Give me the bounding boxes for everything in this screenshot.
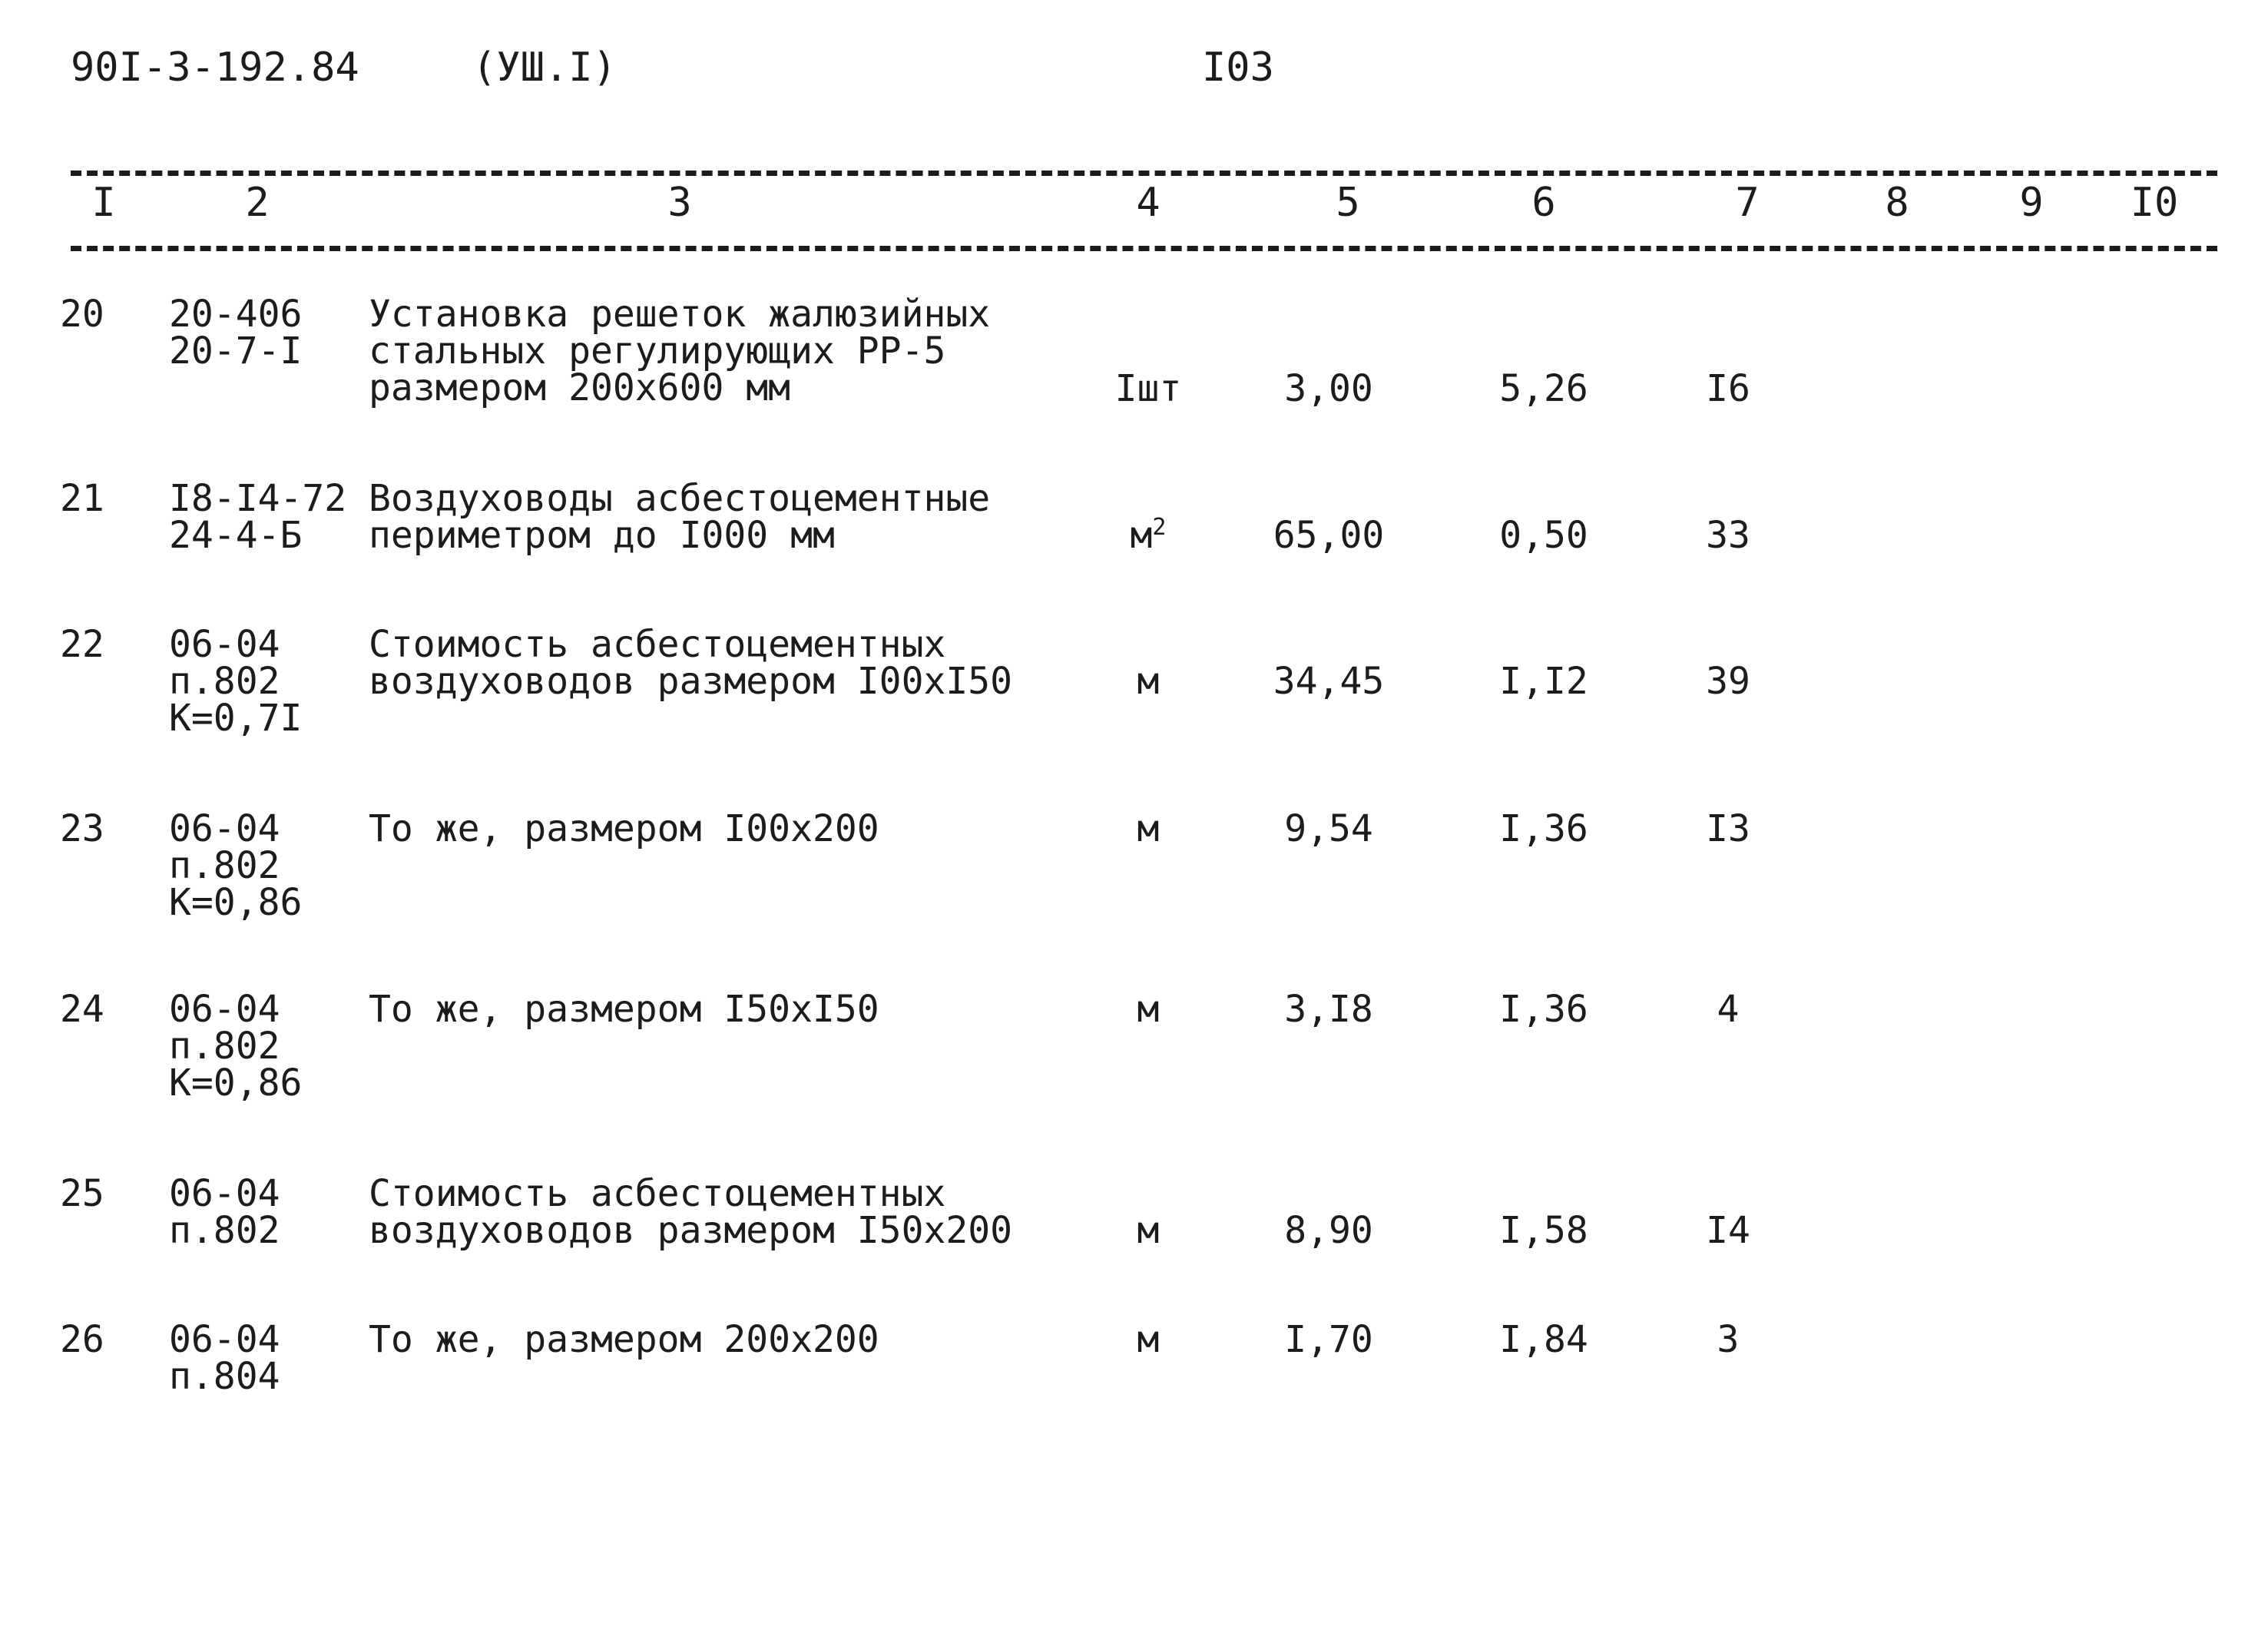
row-description: То же, размером I50хI50 <box>369 988 879 1031</box>
row-number: 24 <box>60 988 104 1031</box>
table-top-rule <box>71 171 2217 176</box>
row-code: 20-406 20-7-I <box>169 293 303 373</box>
row-description: То же, размером 200х200 <box>369 1318 879 1361</box>
row-col6: I,84 <box>1499 1318 1588 1361</box>
row-col7: I4 <box>1706 1209 1750 1252</box>
column-number-10: I0 <box>2130 180 2179 226</box>
row-unit-superscript: 2 <box>1152 514 1167 541</box>
row-col7: 3 <box>1717 1318 1740 1361</box>
row-unit-text: м <box>1137 1318 1160 1361</box>
column-number-8: 8 <box>1885 180 1909 226</box>
row-unit <box>1091 1318 1206 1361</box>
column-number-1: I <box>91 180 116 226</box>
row-code: 06-04 п.804 <box>169 1318 280 1398</box>
row-col5: 8,90 <box>1284 1209 1373 1252</box>
row-unit <box>1091 1209 1206 1252</box>
row-col5: 9,54 <box>1284 807 1373 850</box>
row-number: 20 <box>60 293 104 336</box>
row-col6: I,36 <box>1499 807 1588 850</box>
row-col5: 65,00 <box>1273 514 1385 557</box>
row-code: 06-04 п.802 К=0,86 <box>169 988 303 1105</box>
column-number-6: 6 <box>1531 180 1556 226</box>
row-unit-text: м <box>1137 660 1160 703</box>
table-header-rule <box>71 246 2217 251</box>
row-unit-text: м <box>1137 807 1160 850</box>
row-col6: I,I2 <box>1499 660 1588 703</box>
row-col5: 3,I8 <box>1284 988 1373 1031</box>
row-code: 06-04 п.802 <box>169 1172 280 1252</box>
row-description: Стоимость асбестоцементных воздуховодов размером I50х200 <box>369 1172 1013 1252</box>
row-unit <box>1091 807 1206 850</box>
column-number-2: 2 <box>245 180 270 226</box>
row-col7: I6 <box>1706 367 1750 410</box>
column-number-3: 3 <box>667 180 692 226</box>
row-col5: 3,00 <box>1284 367 1373 410</box>
row-number: 26 <box>60 1318 104 1361</box>
row-col5: I,70 <box>1284 1318 1373 1361</box>
document-code: 90I-3-192.84 <box>71 45 359 91</box>
column-number-5: 5 <box>1336 180 1360 226</box>
row-unit-text: Iшт <box>1114 367 1182 410</box>
column-number-9: 9 <box>2019 180 2044 226</box>
row-col6: 0,50 <box>1499 514 1588 557</box>
row-col7: 4 <box>1717 988 1740 1031</box>
row-code: 06-04 п.802 К=0,7I <box>169 623 303 740</box>
page-number: I03 <box>1202 45 1274 91</box>
row-col7: 33 <box>1706 514 1750 557</box>
row-unit-text: м <box>1137 1209 1160 1252</box>
column-number-4: 4 <box>1136 180 1160 226</box>
row-description: То же, размером I00х200 <box>369 807 879 850</box>
row-number: 22 <box>60 623 104 666</box>
row-code: 06-04 п.802 К=0,86 <box>169 807 303 924</box>
row-unit-text: м <box>1137 988 1160 1031</box>
row-col6: I,58 <box>1499 1209 1588 1252</box>
row-col7: 39 <box>1706 660 1750 703</box>
row-unit-text: м <box>1130 514 1153 557</box>
row-description: Воздуховоды асбестоцементные периметром до I000 мм <box>369 477 991 557</box>
row-col5: 34,45 <box>1273 660 1385 703</box>
column-number-7: 7 <box>1735 180 1760 226</box>
row-unit <box>1091 514 1206 557</box>
row-unit <box>1091 660 1206 703</box>
section-label: (УШ.I) <box>472 45 617 91</box>
row-number: 21 <box>60 477 104 520</box>
row-unit <box>1091 367 1206 410</box>
row-col6: I,36 <box>1499 988 1588 1031</box>
row-unit <box>1091 988 1206 1031</box>
row-description: Стоимость асбестоцементных воздуховодов размером I00хI50 <box>369 623 1013 703</box>
row-description: Установка решеток жалюзийных стальных регулирующих РР-5 размером 200х600 мм <box>369 293 991 409</box>
row-col7: I3 <box>1706 807 1750 850</box>
row-number: 25 <box>60 1172 104 1215</box>
row-col6: 5,26 <box>1499 367 1588 410</box>
row-number: 23 <box>60 807 104 850</box>
row-code: I8-I4-72 24-4-Б <box>169 477 347 557</box>
